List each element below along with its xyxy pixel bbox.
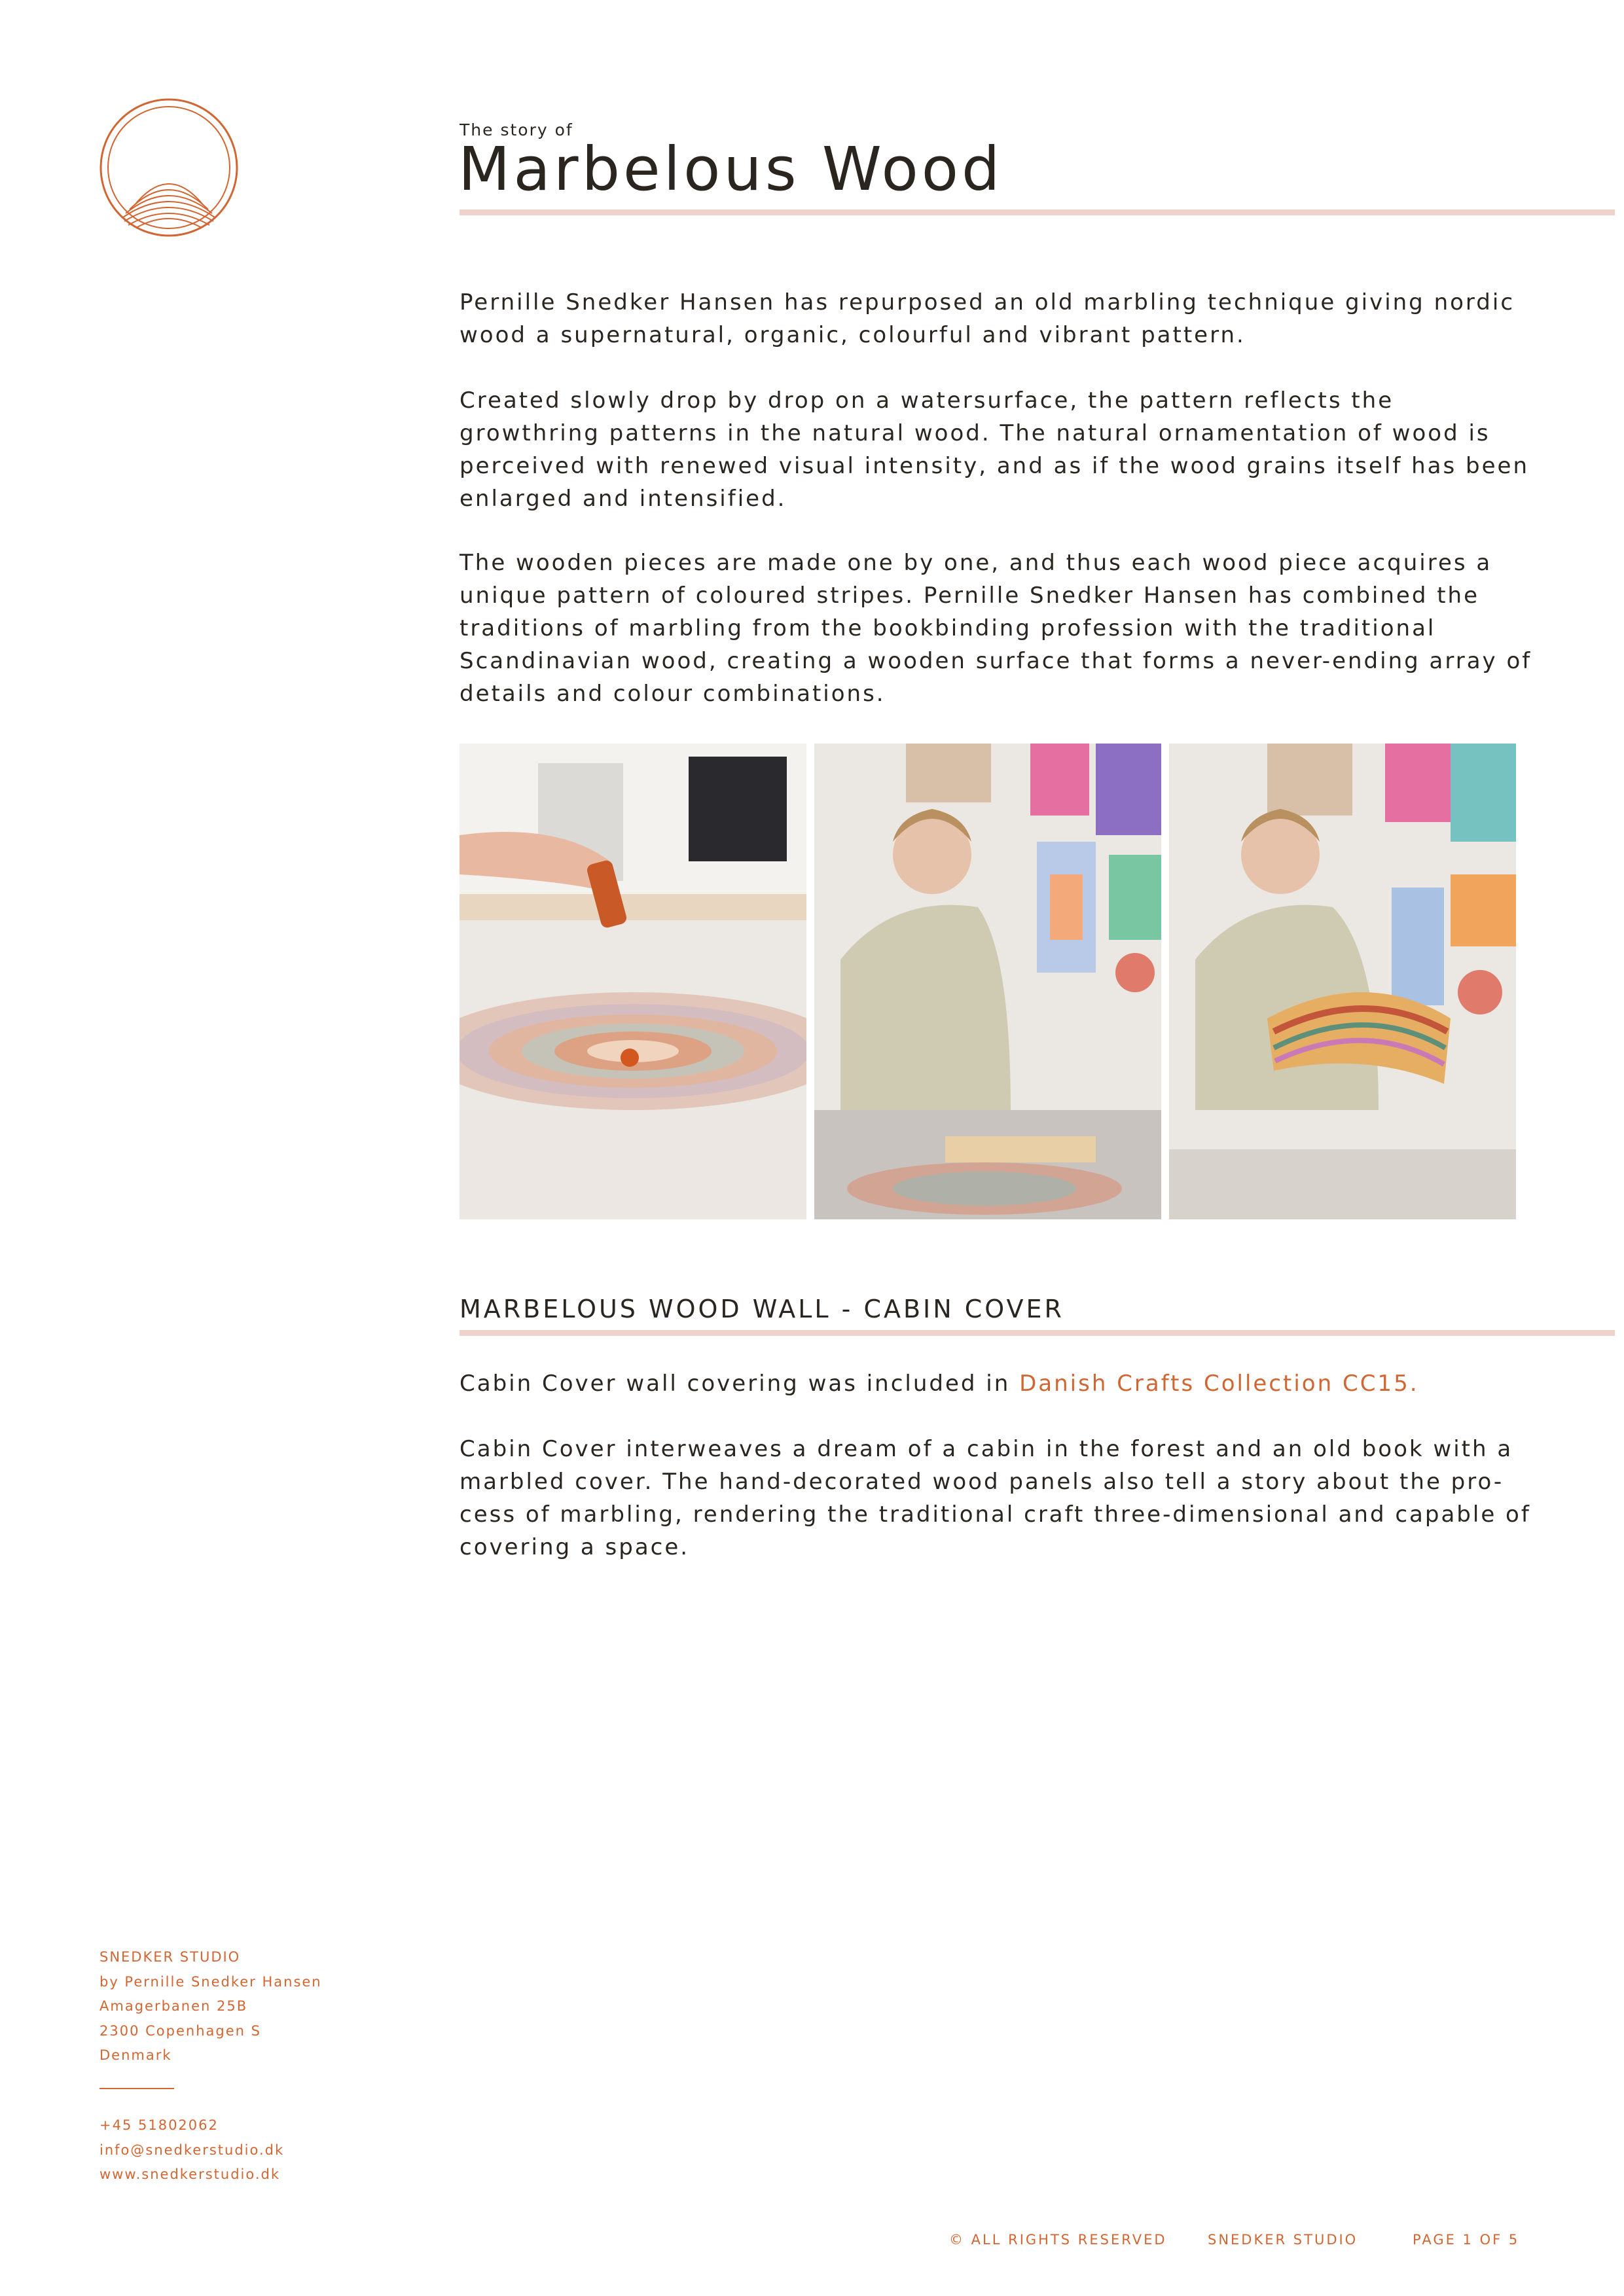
section-paragraph-2: Cabin Cover interweaves a dream of a cabin in the forest and an old book with a marbled cover. The hand-decorated wood panels also tell a story about the pro-cess of marbling, rendering the traditional craft three-dimensional and capable of covering a space. [460,1436,1531,1560]
address-block [99,1945,401,2068]
website-link[interactable]: www.snedkerstudio.dk [99,2166,281,2182]
footer-page-number: PAGE 1 OF 5 [1413,2232,1520,2248]
intro-paragraph-1: Pernille Snedker Hansen has repurposed an old marbling technique giving nordic wood a supernatural, organic, colourful and vibrant pattern. [460,289,1515,348]
contact-divider [99,2088,174,2089]
page-title: Marbelous Wood [458,134,1003,204]
photo-artist-holding-marbled-wood [1169,744,1516,1219]
title-rule [460,209,1615,215]
footer-rights: © ALL RIGHTS RESERVED [949,2232,1167,2248]
contact-block [99,2113,401,2187]
email-link[interactable]: info@snedkerstudio.dk [99,2142,285,2158]
intro-paragraph-3: The wooden pieces are made one by one, and thus each wood piece acquires a unique pattern of coloured stripes. Pernille Snedker Hansen has combined the traditions of marbling from the bookbinding profession with the traditional Scandinavian wood, creating a wooden surface that forms a never-ending array of details and colour combinations. [460,550,1532,707]
address-street: Amagerbanen 25B [99,1998,248,2014]
studio-owner: by Pernille Snedker Hansen [99,1973,322,1990]
footer-studio: SNEDKER STUDIO [1208,2232,1358,2248]
title-kicker: The story of [460,120,573,139]
section-rule [460,1330,1615,1336]
address-country: Denmark [99,2047,172,2063]
section-paragraph-1-prefix: Cabin Cover wall covering was included in [460,1371,1020,1397]
phone-number[interactable]: +45 51802062 [99,2117,219,2133]
section-heading: MARBELOUS WOOD WALL - CABIN COVER [460,1295,1064,1323]
danish-crafts-link[interactable]: Danish Crafts Collection CC15. [1019,1371,1419,1397]
studio-logo-icon [98,97,240,238]
studio-name: SNEDKER STUDIO [99,1949,241,1965]
address-city: 2300 Copenhagen S [99,2022,261,2039]
photo-marbling-drop [460,744,806,1219]
section-paragraph-1 [460,1367,1533,1400]
intro-paragraph-2: Created slowly drop by drop on a watersurface, the pattern reflects the growthring patterns in the natural wood. The natural ornamentation of wood is perceived with renewed visual intensity, and as if the wood grains itself has been enlarged and intensified. [460,387,1530,512]
photo-artist-dipping-panel [814,744,1161,1219]
